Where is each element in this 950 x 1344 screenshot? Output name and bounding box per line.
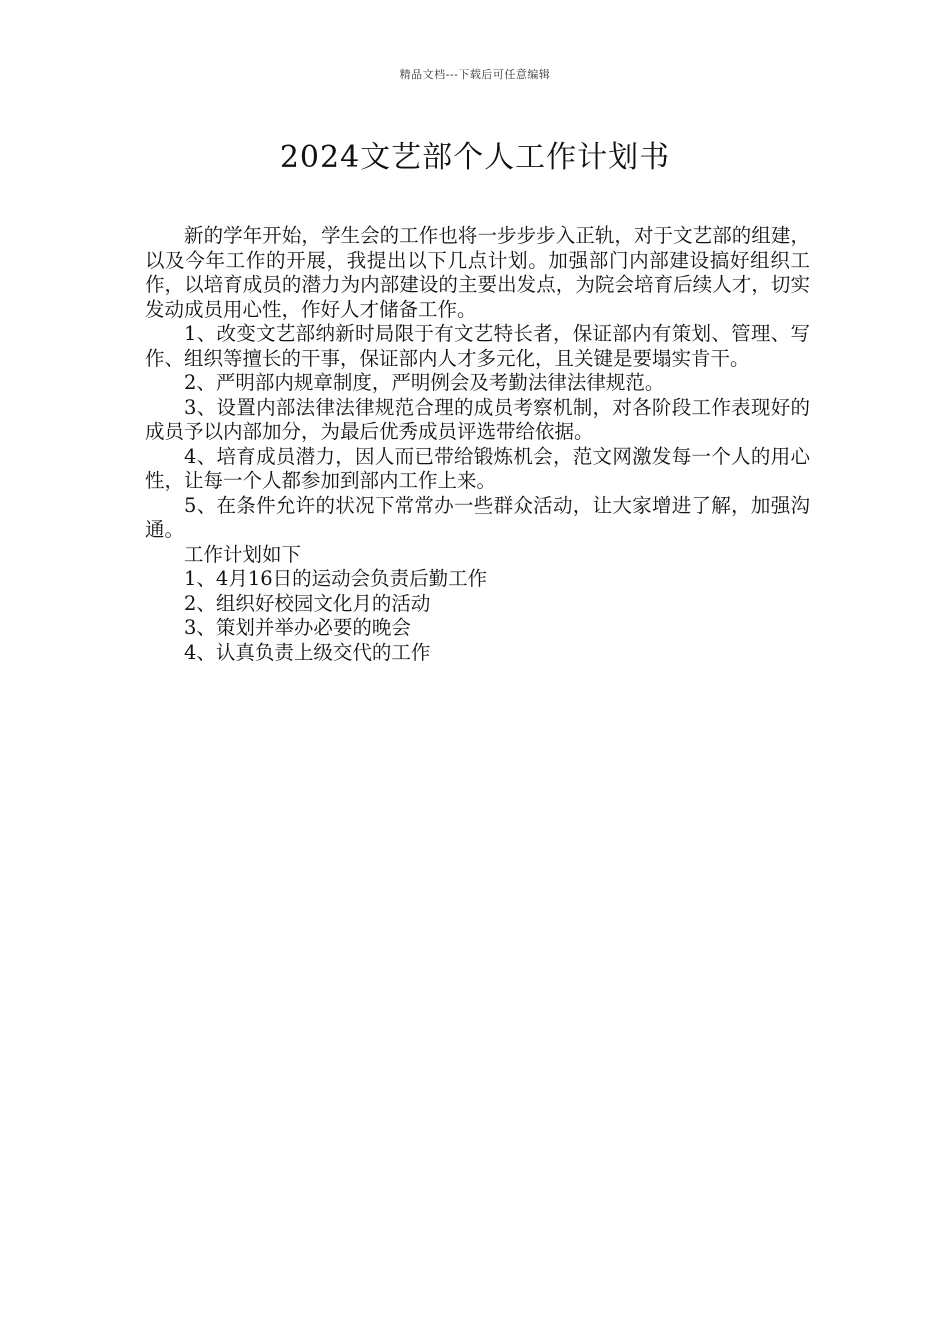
plan-item-4: 4、认真负责上级交代的工作 bbox=[184, 640, 431, 664]
document-body bbox=[145, 224, 810, 665]
plan-item-3: 3、策划并举办必要的晚会 bbox=[184, 616, 411, 639]
plan-item-1: 1、4月16日的运动会负责后勤工作 bbox=[184, 567, 488, 590]
point-paragraph-1: 1、改变文艺部纳新时局限于有文艺特长者，保证部内有策划、管理、写作、组织等擅长的干事，保证部内人才多元化，且关键是要塌实肯干。 bbox=[145, 322, 810, 370]
point-paragraph-3: 3、设置内部法律法律规范合理的成员考察机制，对各阶段工作表现好的成员予以内部加分，为最后优秀成员评选带给依据。 bbox=[145, 395, 810, 443]
point-paragraph-2: 2、严明部内规章制度，严明例会及考勤法律法律规范。 bbox=[184, 371, 665, 394]
plan-item-2: 2、组织好校园文化月的活动 bbox=[184, 591, 431, 615]
point-paragraph-5: 5、在条件允许的状况下常常办一些群众活动，让大家增进了解，加强沟通。 bbox=[145, 493, 810, 541]
header-note: 精品文档---下载后可任意编辑 bbox=[399, 68, 551, 81]
point-paragraph-4: 4、培育成员潜力，因人而已带给锻炼机会，范文网激发每一个人的用心性，让每一个人都参加到部内工作上来。 bbox=[145, 444, 810, 492]
intro-paragraph: 新的学年开始，学生会的工作也将一步步步入正轨，对于文艺部的组建，以及今年工作的开展，我提出以下几点计划。加强部门内部建设搞好组织工作，以培育成员的潜力为内部建设的主要出发点，为院会培育后续人才，切实发动成员用心性，作好人才储备工作。 bbox=[145, 224, 810, 321]
plan-heading: 工作计划如下 bbox=[184, 542, 302, 566]
document-title: 2024文艺部个人工作计划书 bbox=[279, 140, 671, 175]
